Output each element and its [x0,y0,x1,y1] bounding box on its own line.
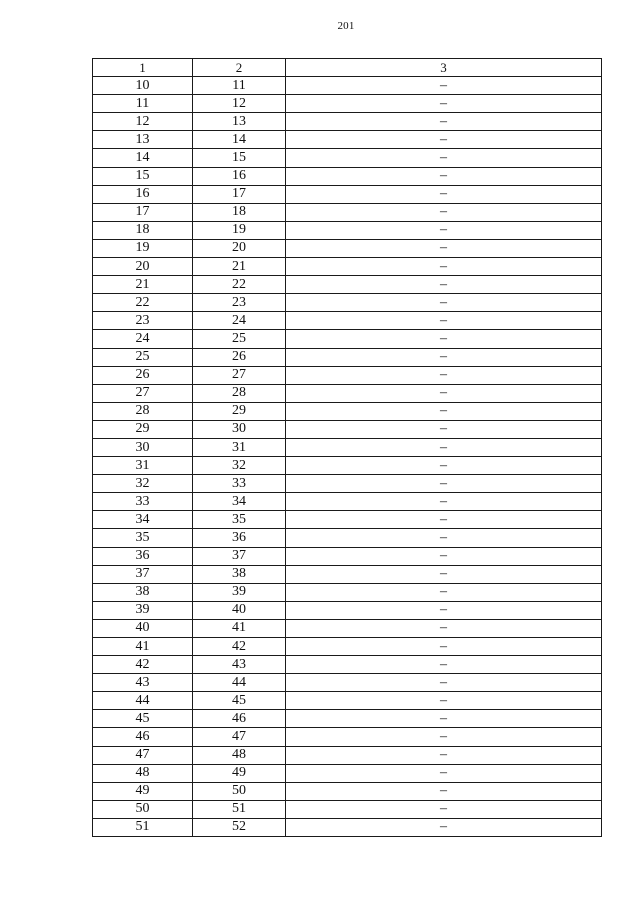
table-row [93,710,602,728]
table-cell-col-2: 17 [193,185,286,203]
table-cell-col-3: – [286,818,602,836]
table-cell-col-3: – [286,438,602,456]
table-cell-col-2: 31 [193,438,286,456]
column-header-1: 1 [93,59,193,77]
table-cell-col-3: – [286,529,602,547]
table-cell-col-1: 49 [93,782,193,800]
table-cell-col-2: 20 [193,239,286,257]
table-row [93,818,602,836]
table-cell-col-2: 28 [193,384,286,402]
table-row [93,402,602,420]
table-cell-col-3: – [286,800,602,818]
table-cell-col-1: 30 [93,438,193,456]
table-cell-col-2: 41 [193,619,286,637]
page-number: 201 [337,20,355,32]
table-row [93,692,602,710]
table-cell-col-3: – [286,764,602,782]
table-cell-col-3: – [286,276,602,294]
table-cell-col-2: 36 [193,529,286,547]
table-row [93,149,602,167]
table-cell-col-2: 50 [193,782,286,800]
table-body [93,77,602,837]
table-cell-col-1: 40 [93,619,193,637]
table-cell-col-3: – [286,692,602,710]
table-row [93,312,602,330]
table-cell-col-2: 47 [193,728,286,746]
table-cell-col-1: 42 [93,656,193,674]
table-row [93,746,602,764]
table-row [93,764,602,782]
table-row [93,185,602,203]
table-row [93,619,602,637]
table-cell-col-2: 42 [193,638,286,656]
table-cell-col-1: 44 [93,692,193,710]
table-row [93,656,602,674]
table-cell-col-3: – [286,402,602,420]
table-cell-col-2: 15 [193,149,286,167]
table-row [93,800,602,818]
table-cell-col-1: 12 [93,113,193,131]
table-cell-col-3: – [286,330,602,348]
table-cell-col-1: 50 [93,800,193,818]
table-cell-col-2: 35 [193,511,286,529]
table-cell-col-2: 13 [193,113,286,131]
table-row [93,601,602,619]
table-cell-col-1: 10 [93,77,193,95]
table-row [93,113,602,131]
table-row [93,782,602,800]
table-cell-col-3: – [286,95,602,113]
header-row [93,59,602,77]
table-cell-col-2: 29 [193,402,286,420]
table-cell-col-3: – [286,203,602,221]
table-row [93,565,602,583]
column-header-3: 3 [286,59,602,77]
table-cell-col-2: 27 [193,366,286,384]
table-cell-col-2: 45 [193,692,286,710]
table-cell-col-2: 52 [193,818,286,836]
table-cell-col-1: 51 [93,818,193,836]
table-cell-col-3: – [286,131,602,149]
data-table [92,58,602,837]
table-cell-col-3: – [286,149,602,167]
table-cell-col-1: 36 [93,547,193,565]
table-row [93,203,602,221]
table-cell-col-2: 39 [193,583,286,601]
table-cell-col-1: 20 [93,258,193,276]
table-row [93,529,602,547]
table-cell-col-1: 39 [93,601,193,619]
table-cell-col-1: 45 [93,710,193,728]
table-row [93,276,602,294]
table-cell-col-3: – [286,547,602,565]
table-cell-col-2: 18 [193,203,286,221]
table-row [93,583,602,601]
table-cell-col-3: – [286,239,602,257]
table-cell-col-3: – [286,728,602,746]
table-row [93,167,602,185]
table-cell-col-2: 26 [193,348,286,366]
table-row [93,221,602,239]
table-cell-col-3: – [286,619,602,637]
table-cell-col-1: 26 [93,366,193,384]
table-cell-col-3: – [286,185,602,203]
table-cell-col-1: 22 [93,294,193,312]
table-cell-col-3: – [286,258,602,276]
table-cell-col-3: – [286,674,602,692]
table-cell-col-2: 33 [193,475,286,493]
table-row [93,493,602,511]
table-row [93,728,602,746]
table-cell-col-3: – [286,221,602,239]
table-cell-col-3: – [286,294,602,312]
table-cell-col-1: 46 [93,728,193,746]
table-cell-col-1: 29 [93,420,193,438]
table-cell-col-2: 16 [193,167,286,185]
table-cell-col-1: 37 [93,565,193,583]
table-cell-col-2: 30 [193,420,286,438]
table-row [93,294,602,312]
table-cell-col-3: – [286,77,602,95]
table-cell-col-3: – [286,710,602,728]
table-cell-col-1: 18 [93,221,193,239]
table-cell-col-3: – [286,601,602,619]
table-cell-col-2: 43 [193,656,286,674]
table-cell-col-3: – [286,656,602,674]
table-cell-col-1: 31 [93,457,193,475]
table-cell-col-2: 22 [193,276,286,294]
table-cell-col-1: 43 [93,674,193,692]
table-cell-col-1: 17 [93,203,193,221]
table-cell-col-1: 15 [93,167,193,185]
table-row [93,239,602,257]
table-cell-col-2: 32 [193,457,286,475]
table-cell-col-2: 37 [193,547,286,565]
table-row [93,95,602,113]
table-cell-col-2: 23 [193,294,286,312]
table-cell-col-1: 32 [93,475,193,493]
table-cell-col-1: 13 [93,131,193,149]
table-cell-col-3: – [286,565,602,583]
table-cell-col-3: – [286,312,602,330]
table-cell-col-2: 25 [193,330,286,348]
table-cell-col-2: 11 [193,77,286,95]
table-cell-col-3: – [286,511,602,529]
table-cell-col-2: 21 [193,258,286,276]
table-cell-col-1: 21 [93,276,193,294]
column-header-2: 2 [193,59,286,77]
table-cell-col-1: 41 [93,638,193,656]
table-cell-col-3: – [286,113,602,131]
table-row [93,366,602,384]
table-cell-col-2: 38 [193,565,286,583]
table-cell-col-1: 34 [93,511,193,529]
table-row [93,511,602,529]
table-cell-col-3: – [286,746,602,764]
table-cell-col-1: 23 [93,312,193,330]
table-cell-col-3: – [286,493,602,511]
table-row [93,638,602,656]
table-row [93,457,602,475]
table-cell-col-2: 49 [193,764,286,782]
table-row [93,330,602,348]
table-cell-col-2: 34 [193,493,286,511]
table-cell-col-3: – [286,348,602,366]
table-row [93,438,602,456]
table-cell-col-2: 19 [193,221,286,239]
table-cell-col-2: 40 [193,601,286,619]
table-cell-col-3: – [286,167,602,185]
table-cell-col-1: 27 [93,384,193,402]
table-cell-col-1: 28 [93,402,193,420]
table-cell-col-3: – [286,384,602,402]
table-row [93,258,602,276]
table-cell-col-1: 35 [93,529,193,547]
table-cell-col-1: 11 [93,95,193,113]
table-cell-col-2: 12 [193,95,286,113]
table-cell-col-3: – [286,457,602,475]
table-cell-col-3: – [286,420,602,438]
table-cell-col-2: 51 [193,800,286,818]
table-row [93,547,602,565]
table-cell-col-1: 47 [93,746,193,764]
table-cell-col-3: – [286,366,602,384]
table-row [93,77,602,95]
table-row [93,475,602,493]
table-cell-col-1: 38 [93,583,193,601]
table-header [93,59,602,77]
table-cell-col-2: 24 [193,312,286,330]
table-row [93,131,602,149]
table-cell-col-2: 44 [193,674,286,692]
table-cell-col-2: 14 [193,131,286,149]
table-cell-col-1: 48 [93,764,193,782]
table-cell-col-3: – [286,638,602,656]
table-cell-col-1: 24 [93,330,193,348]
table-cell-col-3: – [286,475,602,493]
table-cell-col-1: 16 [93,185,193,203]
table-cell-col-3: – [286,583,602,601]
table-row [93,420,602,438]
table-cell-col-2: 46 [193,710,286,728]
table-cell-col-2: 48 [193,746,286,764]
table-cell-col-1: 33 [93,493,193,511]
table-cell-col-1: 19 [93,239,193,257]
table-cell-col-1: 14 [93,149,193,167]
table-row [93,348,602,366]
table-row [93,384,602,402]
table-cell-col-1: 25 [93,348,193,366]
table-row [93,674,602,692]
table-cell-col-3: – [286,782,602,800]
